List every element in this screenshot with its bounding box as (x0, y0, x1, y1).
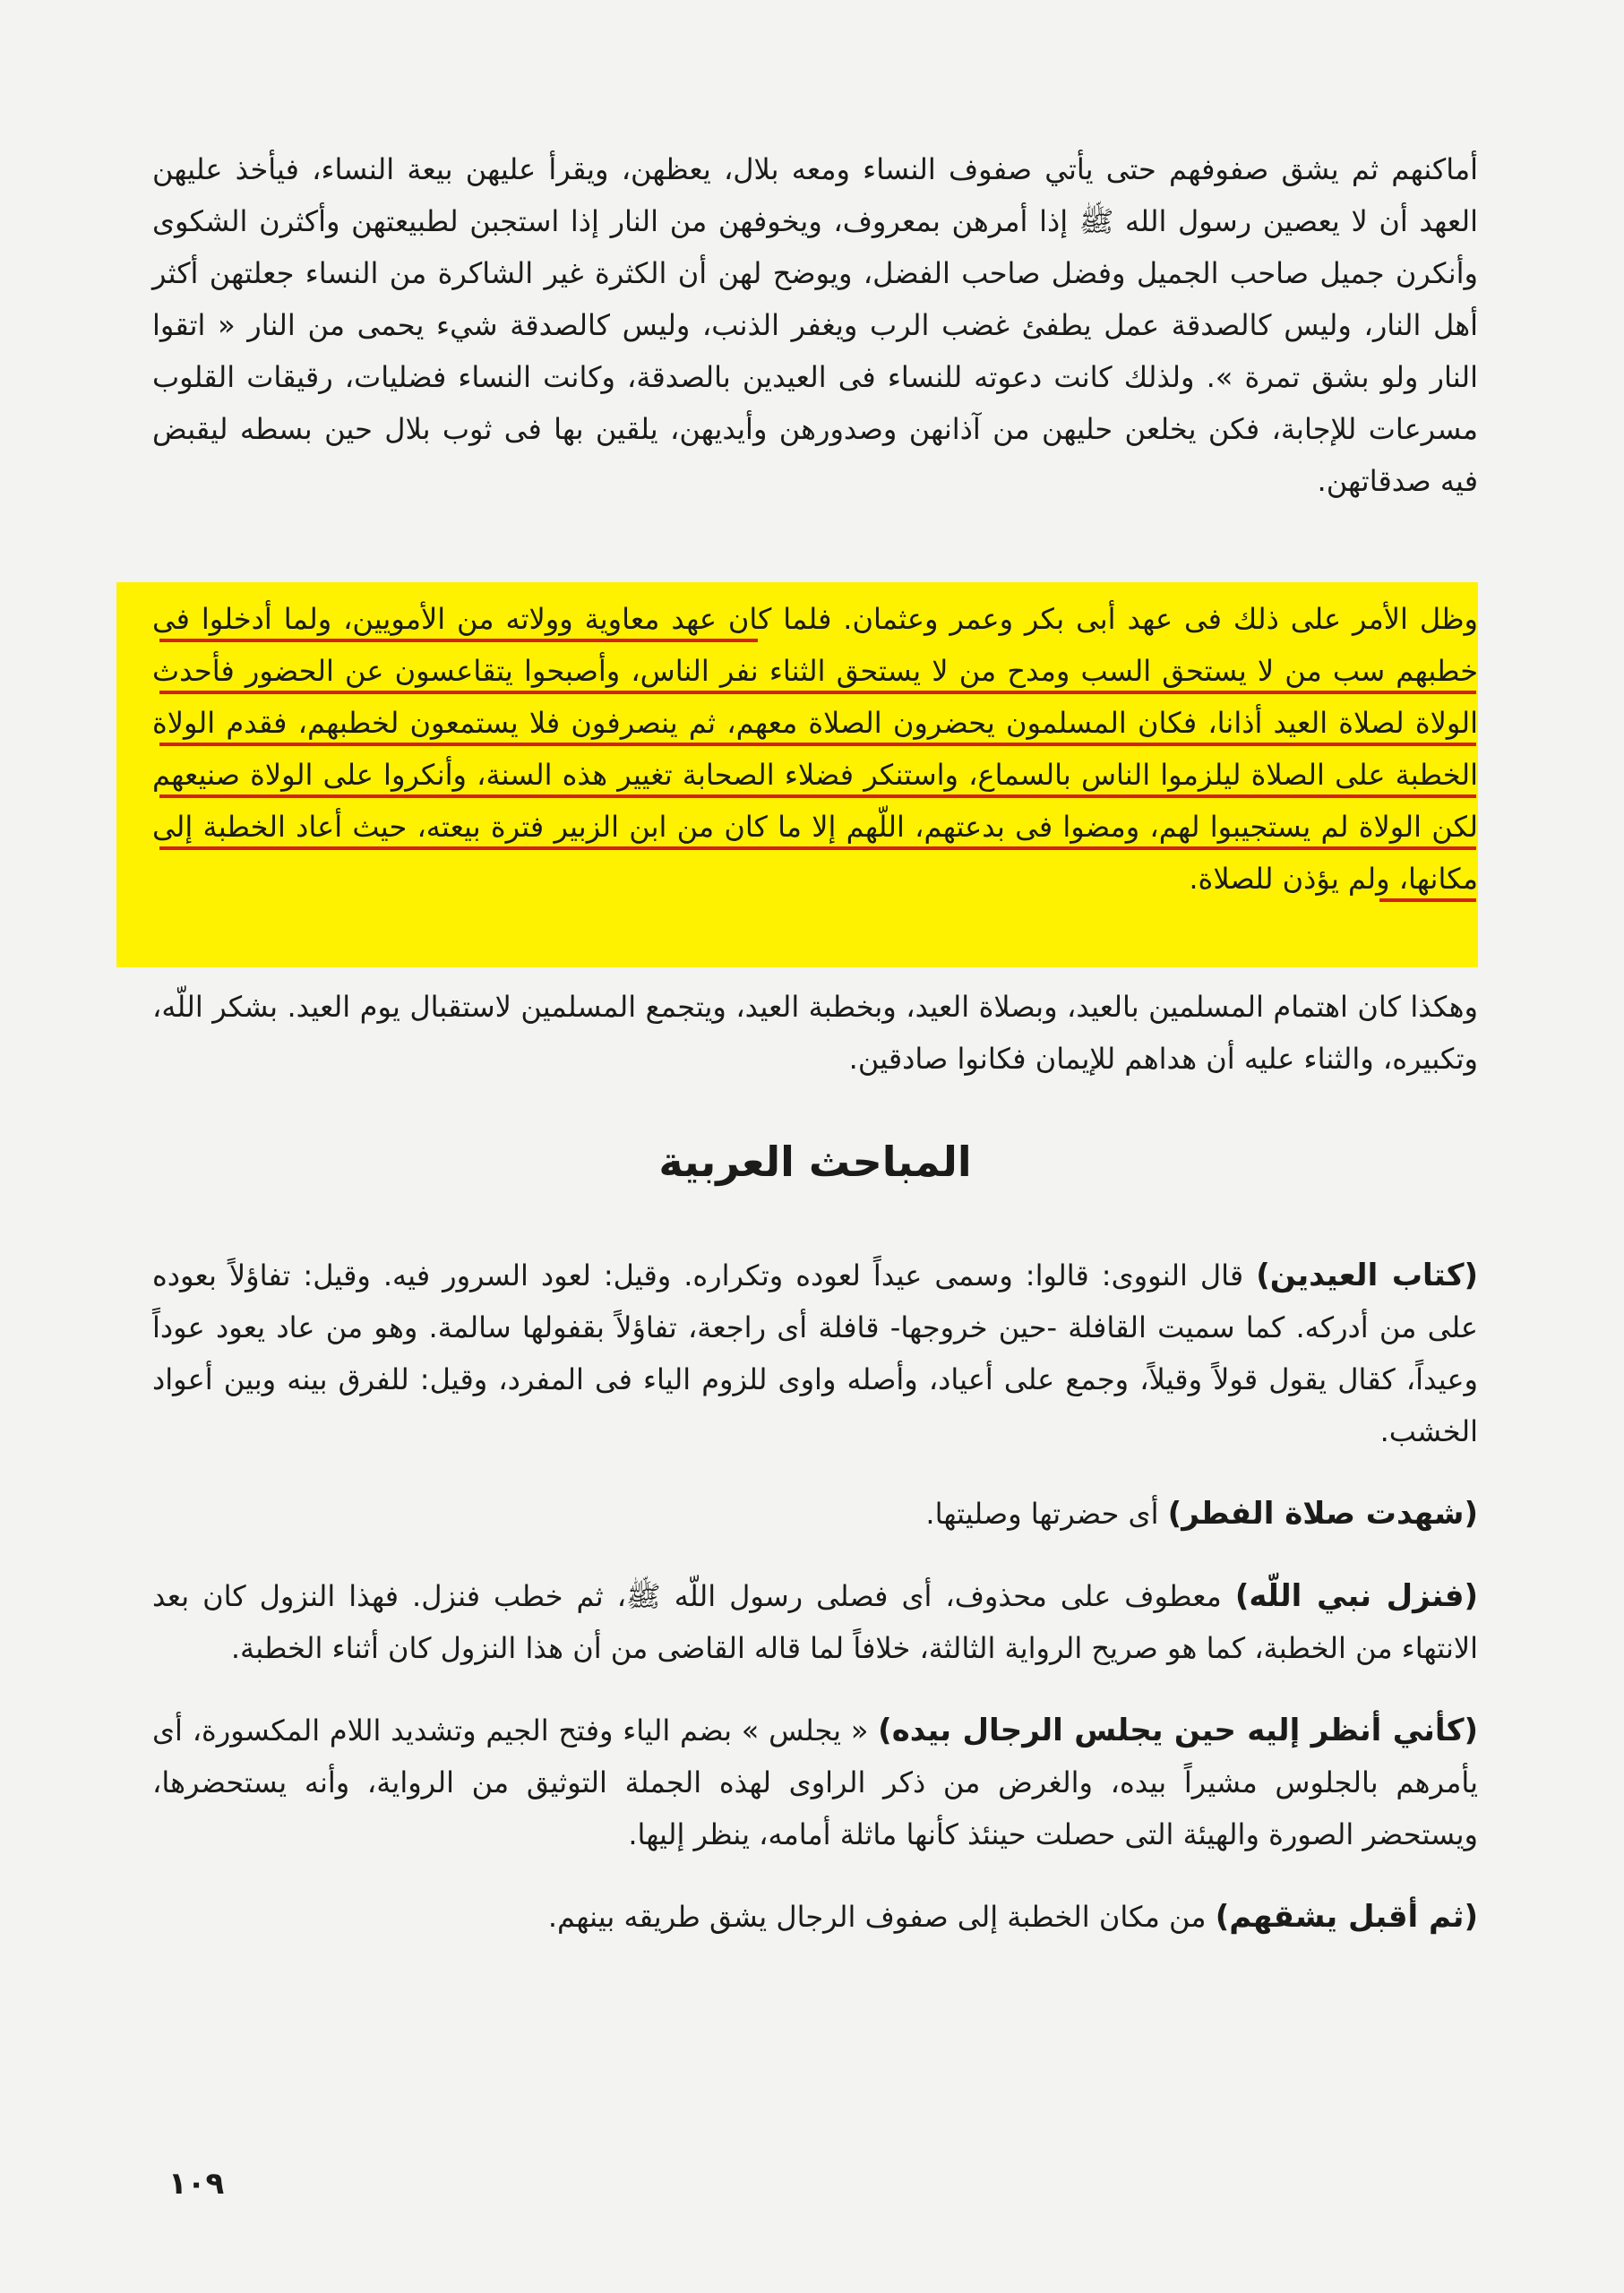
intro-block (152, 143, 1478, 507)
highlighted-paragraph: وظل الأمر على ذلك فى عهد أبى بكر وعمر وعثمان. فلما كان عهد معاوية وولاته من الأمويين، ولما أدخلوا فى خطبهم سب من لا يستحق السب ومدح من لا يستحق الثناء نفر الناس، وأصبحوا يتقاعسون عن الحضور فأحدث الولاة لصلاة العيد أذانا، فكان المسلمون يحضرون الصلاة معهم، ثم ينصرفون فلا يستمعون لخطبهم، فقدم الولاة الخطبة على الصلاة ليلزموا الناس بالسماع، واستنكر فضلاء الصحابة تغيير هذه السنة، وأنكروا على الولاة صنيعهم لكن الولاة لم يستجيبوا لهم، ومضوا فى بدعتهم، اللّهم إلا ما كان من ابن الزبير فترة بيعته، حيث أعاد الخطبة إلى مكانها، ولم يؤذن للصلاة. (152, 602, 1478, 896)
note-term: (شهدت صلاة الفطر) (1167, 1496, 1478, 1532)
page-number: ١٠٩ (168, 2166, 225, 2202)
note-text: من مكان الخطبة إلى صفوف الرجال يشق طريقه بينهم. (547, 1900, 1216, 1934)
note-term: (فنزل نبي اللّه) (1234, 1578, 1478, 1614)
note-item (152, 1891, 1478, 1943)
note-text: أى حضرتها وصليتها. (925, 1497, 1168, 1531)
note-term: (كتاب العيدين) (1256, 1258, 1479, 1293)
note-term: (ثم أقبل يشقهم) (1215, 1899, 1478, 1935)
intro-paragraph: أماكنهم ثم يشق صفوفهم حتى يأتي صفوف النساء ومعه بلال، يعظهن، ويقرأ عليهن بيعة النساء، فيأخذ عليهن العهد أن لا يعصين رسول الله ﷺ إذا أمرهن بمعروف، ويخوفهن من النار إذا استجبن لطبيعتهن وأكثرن الشكوى وأنكرن جميل صاحب الجميل وفضل صاحب الفضل، ويوضح لهن أن الكثرة غير الشاكرة من النساء جعلتهن أكثر أهل النار، وليس كالصدقة عمل يطفئ غضب الرب ويغفر الذنب، وليس كالصدقة شيء يحمى من النار « اتقوا النار ولو بشق تمرة ». ولذلك كانت دعوته للنساء فى العيدين بالصدقة، وكانت النساء فضليات، رقيقات القلوب مسرعات للإجابة، فكن يخلعن حليهن من آذانهن وصدورهن وأيديهن، يلقين بها فى ثوب بلال حين بسطه ليقبض فيه صدقاتهن. (152, 152, 1478, 498)
note-text: « يجلس » بضم الياء وفتح الجيم وتشديد اللام المكسورة، أى يأمرهم بالجلوس مشيراً بيده، والغرض من ذكر الراوى لهذه الجملة التوثيق من الرواية، وأنه يستحضرها، ويستحضر الصورة والهيئة التى حصلت حينئذ كأنها ماثلة أمامه، ينظر إليها. (152, 1713, 1478, 1851)
note-item (152, 1250, 1478, 1457)
note-text: قال النووى: قالوا: وسمى عيداً لعوده وتكراره. وقيل: لعود السرور فيه. وقيل: تفاؤلاً بعوده على من أدركه. كما سميت القافلة -حين خروجها- قافلة أى راجعة، تفاؤلاً بقفولها سالمة. وهو من عاد يعود عوداً وعيداً، كقال يقول قولاً وقيلاً، وجمع على أعياد، وأصله واوى للزوم الياء فى المفرد، وقيل: للفرق بينه وبين أعواد الخشب. (152, 1258, 1478, 1448)
red-underline (159, 743, 1476, 746)
note-text: معطوف على محذوف، أى فصلى رسول اللّه ﷺ، ثم خطب فنزل. فهذا النزول كان بعد الانتهاء من الخطبة، كما هو صريح الرواية الثالثة، خلافاً لما قاله القاضى من أن هذا النزول كان أثناء الخطبة. (152, 1579, 1478, 1665)
closing-paragraph: وهكذا كان اهتمام المسلمين بالعيد، وبصلاة العيد، وبخطبة العيد، ويتجمع المسلمين لاستقبال يوم العيد. بشكر اللّه، وتكبيره، والثناء عليه أن هداهم للإيمان فكانوا صادقين. (152, 990, 1478, 1076)
notes-list (152, 1250, 1478, 1973)
red-underline (1379, 898, 1476, 902)
section-title: المباحث العربية (658, 1138, 972, 1186)
red-underline (159, 639, 758, 642)
red-underline (159, 794, 1476, 798)
red-underline (159, 691, 1476, 694)
note-item (152, 1488, 1478, 1540)
note-item (152, 1570, 1478, 1674)
closing-block (152, 981, 1478, 1085)
red-underline (159, 846, 1476, 850)
note-term: (كأني أنظر إليه حين يجلس الرجال بيده) (878, 1713, 1479, 1748)
note-item (152, 1705, 1478, 1860)
